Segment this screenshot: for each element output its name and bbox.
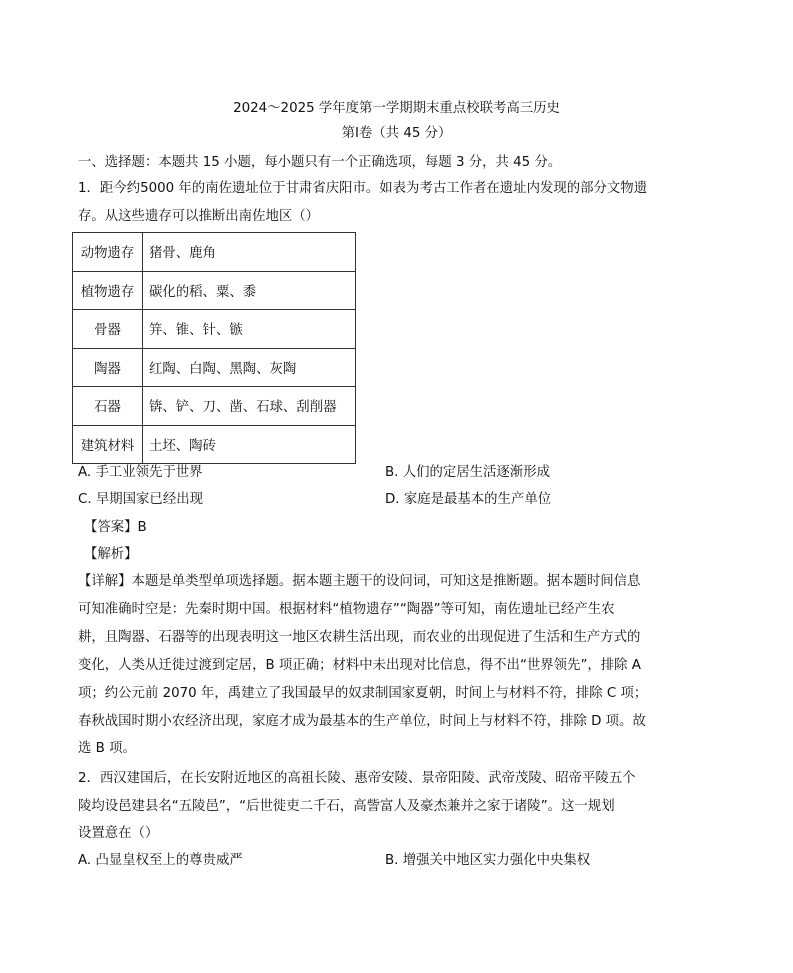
q1-option-a: A. 手工业领先于世界 <box>78 465 203 480</box>
table-value: 笄、锥、针、镞 <box>143 310 356 349</box>
q1-detail-line: 变化，人类从迁徙过渡到定居，B 项正确；材料中未出现对比信息，得不出“世界领先”，排除 A <box>78 658 641 673</box>
q2-option-b: B. 增强关中地区实力强化中央集权 <box>385 853 591 868</box>
section-heading: 一、选择题：本题共 15 小题，每小题只有一个正确选项，每题 3 分，共 45 分。 <box>78 155 562 170</box>
q1-option-b: B. 人们的定居生活逐渐形成 <box>385 465 550 480</box>
q1-option-c: C. 早期国家已经出现 <box>78 492 203 507</box>
q1-option-d: D. 家庭是最基本的生产单位 <box>385 492 552 507</box>
q1-analysis-label: 【解析】 <box>84 547 138 562</box>
q1-detail-line: 【详解】本题是单类型单项选择题。据本题主题干的设问词，可知这是推断题。据本题时间信息 <box>78 574 641 589</box>
table-value: 碳化的稻、粟、黍 <box>143 271 356 310</box>
table-key: 陶器 <box>73 348 143 387</box>
table-key: 石器 <box>73 387 143 426</box>
relic-table <box>72 232 356 464</box>
table-row <box>73 425 356 464</box>
table-row <box>73 271 356 310</box>
exam-title: 2024～2025 学年度第一学期期末重点校联考高三历史 <box>233 101 560 116</box>
q2-stem-line: 2．西汉建国后，在长安附近地区的高祖长陵、惠帝安陵、景帝阳陵、武帝茂陵、昭帝平陵五个 <box>78 771 636 786</box>
table-row <box>73 348 356 387</box>
q2-option-a: A. 凸显皇权至上的尊贵威严 <box>78 853 243 868</box>
table-value: 锛、铲、刀、凿、石球、刮削器 <box>143 387 356 426</box>
table-key: 动物遗存 <box>73 233 143 272</box>
q1-detail-line: 可知准确时空是：先秦时期中国。根据材料“植物遗存”“陶器”等可知，南佐遗址已经产生农 <box>78 602 615 617</box>
table-row <box>73 233 356 272</box>
table-key: 植物遗存 <box>73 271 143 310</box>
q1-detail-line: 耕，且陶器、石器等的出现表明这一地区农耕生活出现，而农业的出现促进了生活和生产方式的 <box>78 630 641 645</box>
q1-detail-line: 选 B 项。 <box>78 741 136 756</box>
exam-subtitle: 第Ⅰ卷（共 45 分） <box>341 126 452 141</box>
table-row <box>73 310 356 349</box>
q1-detail-line: 项；约公元前 2070 年，禹建立了我国最早的奴隶制国家夏朝，时间上与材料不符，排除 C 项； <box>78 686 648 701</box>
q2-stem-line: 陵均设邑建县名“五陵邑”，“后世徙吏二千石，高訾富人及豪杰兼并之家于诸陵”。这一规划 <box>78 799 615 814</box>
table-value: 猪骨、鹿角 <box>143 233 356 272</box>
q1-stem-line1: 1．距今约5000 年的南佐遗址位于甘肃省庆阳市。如表为考古工作者在遗址内发现的部分文物遗 <box>78 181 648 196</box>
table-key: 骨器 <box>73 310 143 349</box>
table-key: 建筑材料 <box>73 425 143 464</box>
table-row <box>73 387 356 426</box>
q1-stem-line2: 存。从这些遗存可以推断出南佐地区（） <box>78 209 320 224</box>
table-value: 红陶、白陶、黑陶、灰陶 <box>143 348 356 387</box>
table-value: 土坯、陶砖 <box>143 425 356 464</box>
q1-detail-line: 春秋战国时期小农经济出现，家庭才成为最基本的生产单位，时间上与材料不符，排除 D 项。故 <box>78 714 646 729</box>
q1-answer: 【答案】B <box>84 520 147 535</box>
q2-stem-line: 设置意在（） <box>78 826 159 841</box>
